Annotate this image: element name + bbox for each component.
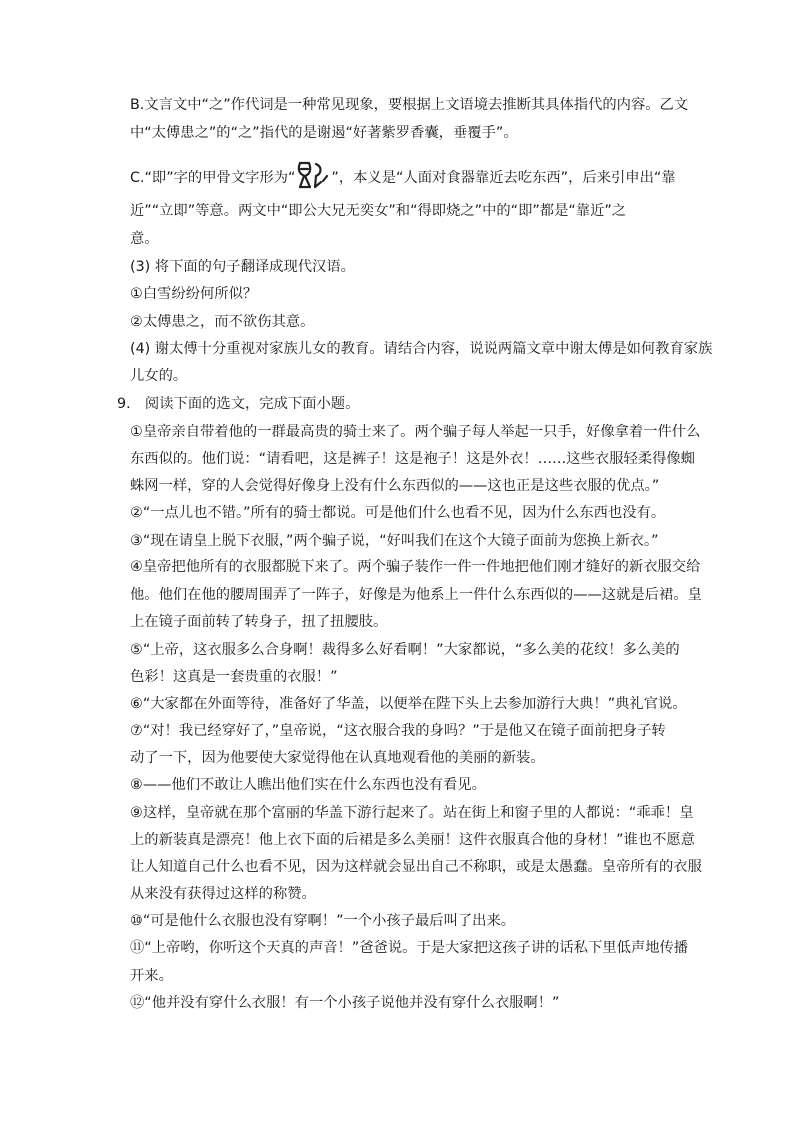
option-c-line-3: 意。 <box>130 231 159 247</box>
passage-p11-line-1: ⑪“上帝哟，你听这个天真的声音！”爸爸说。于是大家把这孩子讲的话私下里低声地传播 <box>130 940 689 956</box>
passage-p9-line-1: ⑨这样，皇帝就在那个富丽的华盖下游行起来了。站在街上和窗子里的人都说：“乖乖！皇 <box>130 805 694 821</box>
option-b-line-1: B.文言文中“之”作代词是一种常见现象，要根据上文语境去推断其具体指代的内容。乙文 <box>130 97 689 113</box>
passage-p4-line-2: 他。他们在他的腰周围弄了一阵子，好像是为他系上一件什么东西似的——这就是后裙。皇 <box>130 587 702 603</box>
question-4-line-1: (4) 谢太傅十分重视对家族儿女的教育。请结合内容，说说两篇文章中谢太傅是如何教育家族 <box>130 341 713 357</box>
question-4-line-2: 儿女的。 <box>130 368 188 384</box>
passage-p12: ⑫“他并没有穿什么衣服！有一个小孩子说他并没有穿什么衣服啊！” <box>130 995 560 1011</box>
passage-p1-line-1: ①皇帝亲自带着他的一群最高贵的骑士来了。两个骗子每人举起一只手，好像拿着一件什么 <box>130 424 701 440</box>
passage-p4-line-1: ④皇帝把他所有的衣服都脱下来了。两个骗子装作一件一件地把他们刚才缝好的新衣服交给 <box>130 559 701 575</box>
option-c-prefix: C.“即”字的甲骨文字形为“ <box>130 170 296 186</box>
passage-p9-line-2: 上的新装真是漂亮！他上衣下面的后裙是多么美丽！这件衣服真合他的身材！”谁也不愿意 <box>130 832 695 848</box>
passage-p10: ⑩“可是他什么衣服也没有穿啊！”一个小孩子最后叫了出来。 <box>130 913 516 929</box>
passage-p5-line-1: ⑤“上帝，这衣服多么合身啊！裁得多么好看啊！”大家都说，“多么美的花纹！多么美的 <box>130 642 680 658</box>
option-b-line-2: 中“太傅患之”的“之”指代的是谢遏“好著紫罗香囊，垂覆手”。 <box>130 125 518 141</box>
passage-p6: ⑥“大家都在外面等待，准备好了华盖，以便举在陛下头上去参加游行大典！”典礼官说。 <box>130 696 687 712</box>
passage-p2: ②“一点儿也不错。”所有的骑士都说。可是他们什么也看不见，因为什么东西也没有。 <box>130 505 666 521</box>
option-c-line-2: 近”“立即”等意。两文中“即公大兄无奕女”和“得即烧之”中的“即”都是“靠近”之 <box>130 203 627 219</box>
passage-p3: ③“现在请皇上脱下衣服，”两个骗子说，“好叫我们在这个大镜子面前为您换上新衣。” <box>130 533 659 549</box>
question-3-heading: (3) 将下面的句子翻译成现代汉语。 <box>130 259 355 275</box>
passage-p5-line-2: 色彩！这真是一套贵重的衣服！” <box>130 669 338 685</box>
question-3-sentence-2: ②太傅患之，而不欲伤其意。 <box>130 314 315 330</box>
option-c-line-1 <box>130 160 676 190</box>
passage-p1-line-3: 蛛网一样，穿的人会觉得好像身上没有什么东西似的——这也正是这些衣服的优点。” <box>130 478 660 494</box>
question-9-heading: 9. 阅读下面的选文，完成下面小题。 <box>117 396 360 412</box>
question-3-sentence-1: ①白雪纷纷何所似？ <box>130 286 258 302</box>
passage-p9-line-3: 让人知道自己什么也看不见，因为这样就会显出自己不称职，或是太愚蠢。皇帝所有的衣服 <box>130 859 702 875</box>
passage-p11-line-2: 开来。 <box>130 968 173 984</box>
passage-p1-line-2: 东西似的。他们说：“请看吧，这是裤子！这是袍子！这是外衣！……这些衣服轻柔得像蜘 <box>130 451 695 467</box>
passage-p9-line-4: 从来没有获得过这样的称赞。 <box>130 886 316 902</box>
oracle-bone-ji-glyph-icon <box>296 160 330 190</box>
passage-p4-line-3: 上在镜子面前转了转身子，扭了扭腰肢。 <box>130 614 388 630</box>
passage-p7-line-1: ⑦“对！我已经穿好了，”皇帝说，“这衣服合我的身吗？”于是他又在镜子面前把身子转 <box>130 723 666 739</box>
passage-p8: ⑧——他们不敢让人瞧出他们实在什么东西也没有看见。 <box>130 777 486 793</box>
option-c-suffix: ”，本义是“人面对食器靠近去吃东西”，后来引申出“靠 <box>331 170 676 186</box>
passage-p7-line-2: 动了一下，因为他要使大家觉得他在认真地观看他的美丽的新装。 <box>130 750 545 766</box>
